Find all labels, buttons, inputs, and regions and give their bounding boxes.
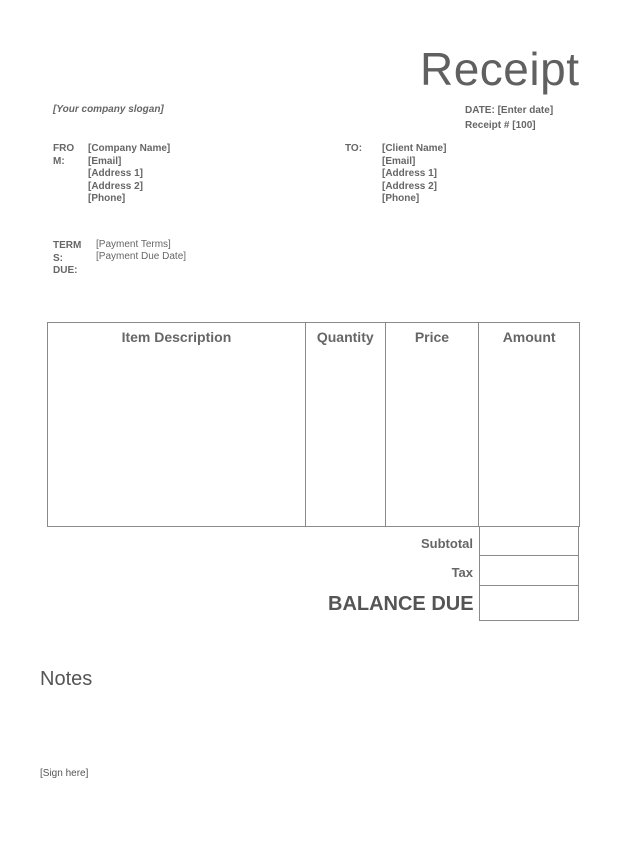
- header-item-description: Item Description: [48, 323, 306, 348]
- to-email: [Email]: [382, 155, 416, 167]
- receipt-title: Receipt: [420, 43, 580, 95]
- receipt-number-value: [100]: [512, 119, 536, 131]
- sign-here[interactable]: [Sign here]: [40, 768, 89, 779]
- terms-label-line1: TERM: [53, 240, 82, 251]
- header-quantity: Quantity: [305, 323, 385, 348]
- subtotal-box[interactable]: [479, 526, 579, 556]
- terms-label-line2: S:: [53, 252, 63, 264]
- to-client: [Client Name]: [382, 143, 447, 154]
- subtotal-label: Subtotal: [421, 536, 473, 551]
- from-email: [Email]: [88, 155, 122, 167]
- to-label: TO:: [345, 143, 363, 154]
- items-body-row: [48, 347, 580, 527]
- terms-label: [53, 240, 81, 278]
- terms-label-line3: DUE:: [53, 265, 78, 276]
- from-phone: [Phone]: [88, 193, 126, 205]
- receipt-number-label: Receipt #: [465, 119, 510, 131]
- date-label: DATE:: [465, 105, 495, 116]
- price-cell[interactable]: [385, 347, 479, 527]
- header-price: Price: [385, 323, 479, 348]
- header-amount: Amount: [479, 323, 580, 348]
- amount-cell[interactable]: [479, 347, 580, 527]
- from-address2: [Address 2]: [88, 180, 144, 192]
- items-header-row: [48, 323, 580, 348]
- from-company: [Company Name]: [88, 143, 171, 154]
- item-description-cell[interactable]: [48, 347, 306, 527]
- from-details: [88, 143, 170, 206]
- receipt-meta: [465, 104, 553, 133]
- notes-heading: Notes: [40, 668, 93, 690]
- items-table: [47, 322, 580, 527]
- date-value: [Enter date]: [497, 105, 554, 116]
- from-label-line2: M:: [53, 155, 65, 167]
- to-address2: [Address 2]: [382, 180, 438, 192]
- receipt-number-line: [465, 119, 553, 134]
- balance-due-box[interactable]: [479, 585, 579, 621]
- terms-details: [96, 239, 186, 262]
- payment-terms: [Payment Terms]: [96, 239, 171, 250]
- from-label: [53, 143, 74, 168]
- balance-due-label: BALANCE DUE: [328, 593, 474, 615]
- quantity-cell[interactable]: [305, 347, 385, 527]
- to-details: [382, 143, 446, 206]
- to-address1: [Address 1]: [382, 168, 438, 180]
- tax-box[interactable]: [479, 555, 579, 586]
- payment-due-date: [Payment Due Date]: [96, 250, 187, 262]
- company-slogan: [Your company slogan]: [53, 104, 164, 115]
- tax-label: Tax: [451, 565, 473, 580]
- from-address1: [Address 1]: [88, 168, 144, 180]
- date-line: [465, 104, 553, 119]
- to-phone: [Phone]: [382, 193, 420, 205]
- from-label-line1: FRO: [53, 143, 75, 154]
